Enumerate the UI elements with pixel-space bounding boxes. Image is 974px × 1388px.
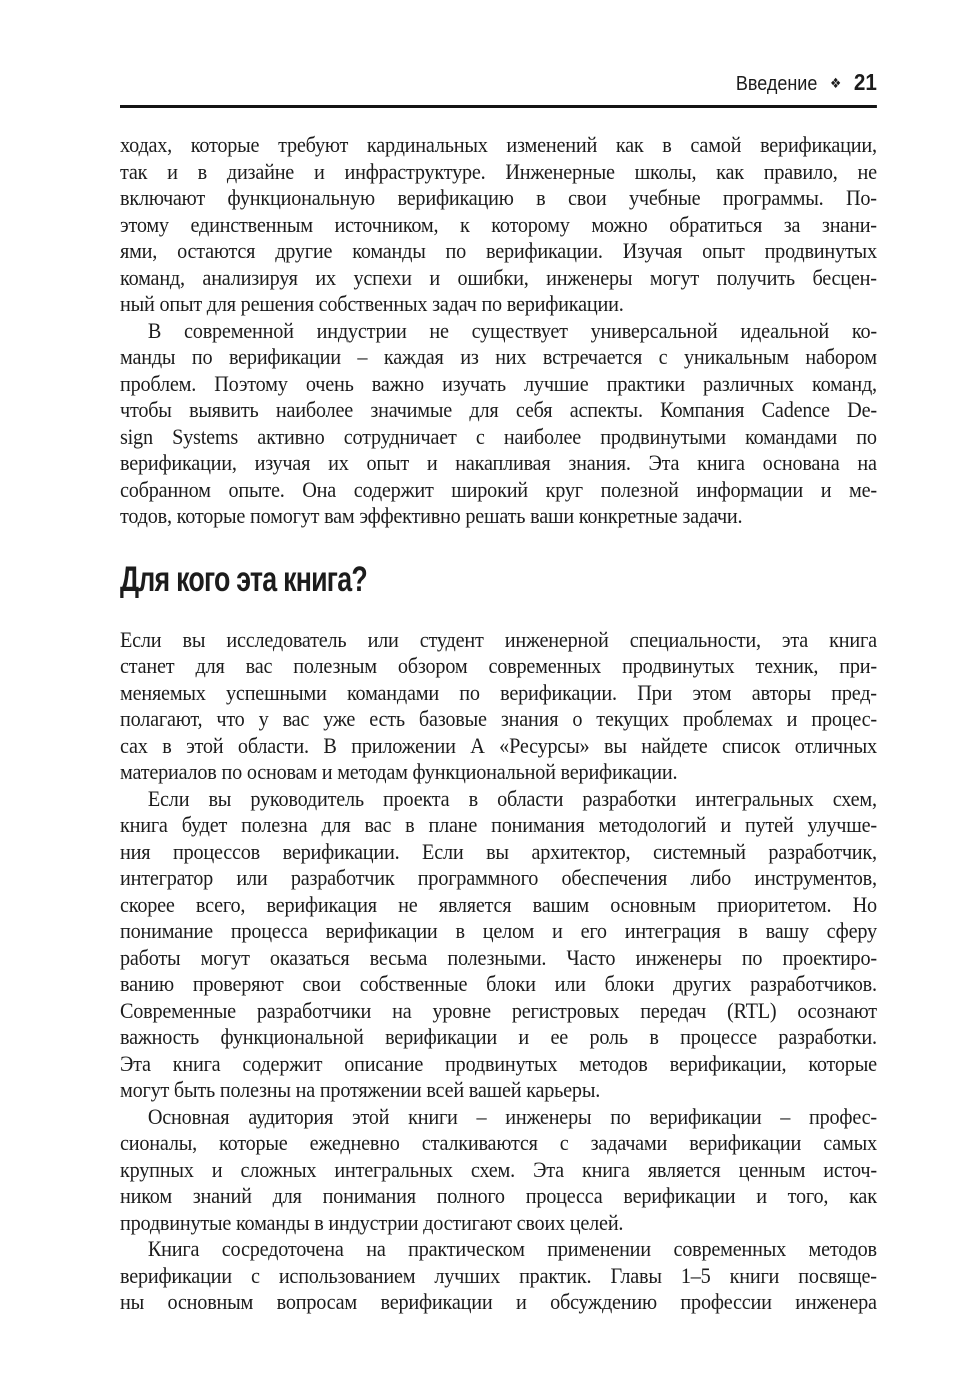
text-line: собранном опыте. Она содержит широкий круг полезной информации и ме- — [120, 476, 877, 502]
text-line: станет для вас полезным обзором современных продвинутых техник, при- — [120, 653, 877, 678]
text-line: сионалы, которые ежедневно сталкиваются с задачами верификации самых — [120, 1130, 877, 1155]
text-line: скорее всего, верификация не является вашим основным приоритетом. Но — [120, 891, 877, 917]
text-line: манды по верификации – каждая из них встречается с уникальным набором — [120, 344, 877, 369]
text-line: верификации с использованием лучших практик. Главы 1–5 книги посвяще- — [120, 1262, 877, 1288]
text-line: этому единственным источником, к которому можно обратиться за знани- — [120, 211, 877, 237]
text-line: Если вы исследователь или студент инженерной специальности, эта книга — [120, 626, 877, 652]
text-line: меняемых успешными командами по верификации. При этом авторы пред- — [120, 679, 877, 705]
text-line: ходах, которые требуют кардинальных изменений как в самой верификации, — [120, 132, 877, 157]
text-line: ния процессов верификации. Если вы архитектор, системный разработчик, — [120, 838, 877, 864]
text-line: сах в этой области. В приложении А «Ресурсы» вы найдете список отличных — [120, 732, 877, 758]
text-line: Эта книга содержит описание продвинутых методов верификации, которые — [120, 1050, 877, 1076]
book-page-content — [120, 70, 877, 1316]
text-line: Если вы руководитель проекта в области разработки интегральных схем, — [147, 785, 877, 811]
text-line: крупных и сложных интегральных схем. Эта книга является ценным источ- — [120, 1156, 877, 1182]
text-line: книга будет полезна для вас в плане понимания методологий и путей улучше- — [120, 812, 877, 837]
text-line: тодов, которые помогут вам эффективно решать ваши конкретные задачи. — [120, 503, 743, 528]
text-line: ный опыт для решения собственных задач по верификации. — [120, 291, 624, 316]
text-line: так и в дизайне и инфраструктуре. Инженерные школы, как правило, не — [120, 158, 877, 184]
text-line: полагают, что у вас уже есть базовые знания о текущих проблемах и процес- — [120, 706, 877, 731]
text-line: работы могут оказаться весьма полезными. Часто инженеры по проектиро- — [120, 944, 877, 970]
text-line: В современной индустрии не существует универсальной идеальной ко- — [147, 317, 877, 343]
text-line: команд, анализируя их успехи и ошибки, инженеры могут получить бесцен- — [120, 264, 877, 290]
text-line: понимание процесса верификации в целом и его интеграция в вашу сферу — [120, 918, 877, 943]
header-rule — [120, 105, 877, 108]
text-line: ником знаний для понимания полного процесса верификации и того, как — [120, 1183, 877, 1208]
text-line: интегратор или разработчик программного обеспечения либо инструментов, — [120, 865, 877, 890]
intro-paragraphs — [120, 132, 877, 530]
text-line: включают функциональную верификацию в свои учебные программы. По- — [120, 185, 877, 210]
paragraph — [120, 786, 877, 1104]
paragraph — [120, 627, 877, 786]
text-line: могут быть полезны на протяжении всей вашей карьеры. — [120, 1077, 601, 1102]
section-heading: Для кого эта книга? — [120, 559, 367, 599]
section-paragraphs — [120, 627, 877, 1316]
paragraph — [120, 132, 877, 318]
text-line: материалов по основам и методам функциональной верификации. — [120, 759, 678, 784]
running-head — [120, 70, 877, 98]
header-section-title: Введение — [735, 73, 818, 95]
text-line: sign Systems активно сотрудничает с наиболее продвинутыми командами по — [120, 423, 877, 449]
paragraph — [120, 1104, 877, 1237]
text-line: ями, остаются другие команды по верификации. Изучая опыт продвинутых — [120, 238, 877, 263]
text-line: Основная аудитория этой книги – инженеры по верификации – профес- — [147, 1103, 877, 1129]
text-line: Современные разработчики на уровне регистровых передач (RTL) осознают — [120, 997, 877, 1023]
text-line: продвинутые команды в индустрии достигают своих целей. — [120, 1209, 624, 1235]
paragraph — [120, 318, 877, 530]
page-number: 21 — [853, 69, 877, 95]
text-line: Книга сосредоточена на практическом применении современных методов — [147, 1236, 877, 1261]
text-line: ны основным вопросам верификации и обсуждению профессии инженера — [120, 1289, 877, 1314]
diamond-ornament-icon: ❖ — [829, 76, 842, 92]
text-line: чтобы выявить наиболее значимые для себя аспекты. Компания Cadence De- — [120, 397, 877, 422]
text-line: верификации, изучая их опыт и накапливая знания. Эта книга основана на — [120, 450, 877, 475]
text-line: ванию проверяют свои собственные блоки или блоки других разработчиков. — [120, 971, 877, 996]
text-line: проблем. Поэтому очень важно изучать лучшие практики различных команд, — [120, 370, 877, 396]
paragraph — [120, 1236, 877, 1316]
text-line: важность функциональной верификации и ее роль в процессе разработки. — [120, 1024, 877, 1049]
